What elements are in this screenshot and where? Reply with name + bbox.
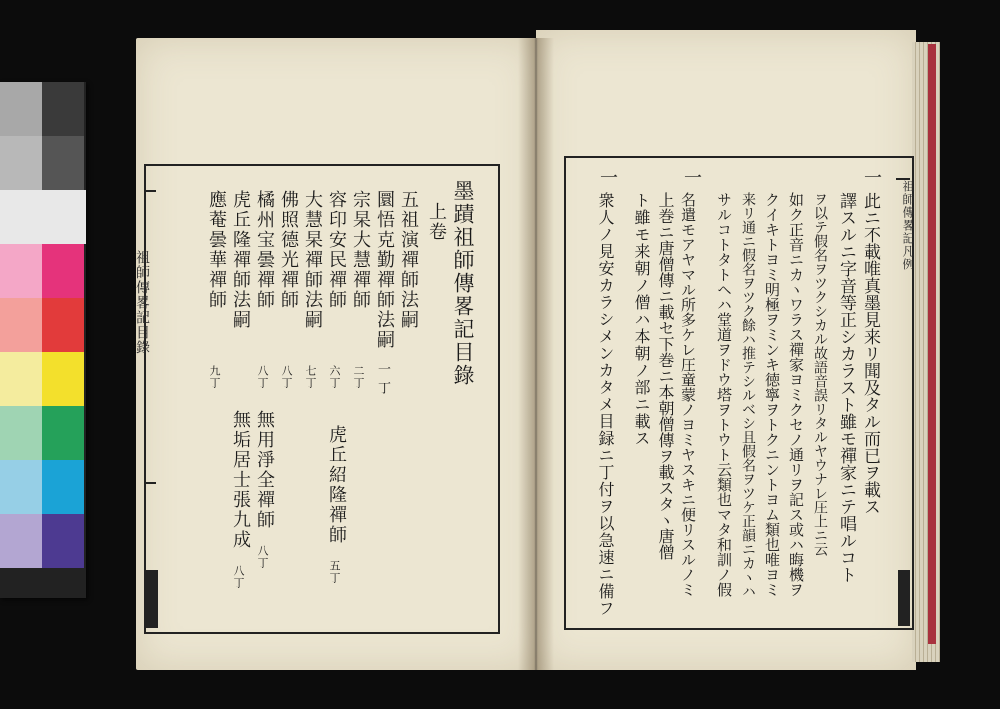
- pink-patch: [0, 244, 42, 298]
- gray-patch: [0, 82, 42, 136]
- toc-page-number: 七丁: [304, 365, 317, 389]
- toc-page-number: 二丁: [352, 365, 365, 389]
- gray-patch: [42, 82, 84, 136]
- toc-entry: 虎丘紹隆禪師: [326, 425, 347, 545]
- right-margin-label: 祖師傳畧記凡例: [901, 180, 915, 271]
- text-line: 来リ通ニ假名ヲツク餘ハ推テシルベシ且假名ヲツケ正韻ニカヽハ: [740, 192, 756, 598]
- toc-entry: 無用淨全禪師: [254, 410, 275, 530]
- text-line: 此ニ不載唯真墨見来リ聞及タル而已ヲ載ス: [860, 192, 880, 515]
- toc-entry: 大慧杲禪師法嗣: [302, 190, 323, 330]
- paragraph-mark: 一: [597, 168, 618, 188]
- toc-entry: 虎丘隆禪師法嗣: [230, 190, 251, 330]
- book-gutter: [518, 38, 554, 670]
- cream-patch: [0, 352, 42, 406]
- text-line: ト雖モ来朝ノ僧ハ本朝ノ部ニ載ス: [632, 192, 651, 447]
- left-margin-label: 祖師傳畧記目錄: [134, 250, 150, 355]
- magenta-patch: [42, 244, 84, 298]
- mint-patch: [0, 406, 42, 460]
- gray-patch: [0, 136, 42, 190]
- text-line: 上巻ニ唐僧傳ニ載セ下巻ニ本朝僧傳ヲ載スタヽ唐僧: [656, 192, 675, 560]
- text-line: 名遣モアヤマル所多ケレ圧童蒙ノヨミヤスキニ便リスルノミ: [679, 192, 697, 597]
- toc-entry: 容印安民禪師: [326, 190, 347, 310]
- text-line: クイキトヨミ明極ヲミンキ徳寧ヲトクニントヨム類也唯ヨミ: [763, 192, 781, 597]
- toc-page-number: 九丁: [208, 365, 221, 389]
- lavender-patch: [0, 514, 42, 568]
- toc-entry: 宗杲大慧禪師: [350, 190, 371, 310]
- volume-label: 上卷: [426, 202, 447, 242]
- toc-entry: 無垢居士張九成: [230, 410, 251, 550]
- toc-title: 墨蹟祖師傳畧記目錄: [451, 180, 475, 387]
- toc-page-number: 六丁: [328, 365, 341, 389]
- toc-entry: 應菴曇華禪師: [206, 190, 227, 310]
- text-line: 譯スルニ字音等正シカラスト雖モ禪家ニテ唱ルコト: [836, 192, 856, 583]
- paragraph-mark: 一: [681, 168, 702, 188]
- text-line: ヲ以テ假名ヲツクシカル故語音誤リタルヤウナレ圧上ニ云: [812, 192, 828, 556]
- purple-patch: [42, 514, 84, 568]
- text-line: サルコトタトヘハ堂道ヲドウ塔ヲトウト云類也マタ和訓ノ假: [715, 192, 733, 597]
- margin-rule: [144, 482, 156, 484]
- green-patch: [42, 406, 84, 460]
- lightblue-patch: [0, 460, 42, 514]
- color-calibration-chart: [0, 82, 86, 598]
- toc-page-number: 八丁: [232, 565, 245, 589]
- toc-page-number: 一丁: [375, 362, 390, 400]
- toc-page-number: 八丁: [280, 365, 293, 389]
- red-patch: [42, 298, 84, 352]
- toc-entry: 圜悟克勤禪師法嗣: [374, 190, 395, 350]
- paragraph-mark: 一: [861, 168, 882, 188]
- margin-rule: [144, 190, 156, 192]
- toc-page-number: 八丁: [256, 365, 269, 389]
- cyan-patch: [42, 460, 84, 514]
- margin-fishtail: [898, 570, 910, 626]
- toc-page-number: 五丁: [328, 560, 341, 584]
- salmon-patch: [0, 298, 42, 352]
- red-page-edge: [928, 44, 936, 644]
- white-patch: [0, 190, 86, 244]
- open-book: [118, 30, 940, 670]
- yellow-patch: [42, 352, 84, 406]
- margin-fishtail: [146, 570, 158, 628]
- toc-entry: 五祖演禪師法嗣: [398, 190, 419, 330]
- toc-page-number: 八丁: [256, 545, 269, 569]
- toc-entry: 橘州宝曇禪師: [254, 190, 275, 310]
- text-line: 如ク正音ニカヽワラス禪家ヨミクセノ通リヲ記ス或ハ晦機ヲ: [787, 192, 805, 597]
- text-line: 衆人ノ見安カラシメンカタメ目録ニ丁付ヲ以急速ニ備フ: [596, 192, 615, 617]
- gray-patch: [42, 136, 84, 190]
- toc-entry: 佛照德光禪師: [278, 190, 299, 310]
